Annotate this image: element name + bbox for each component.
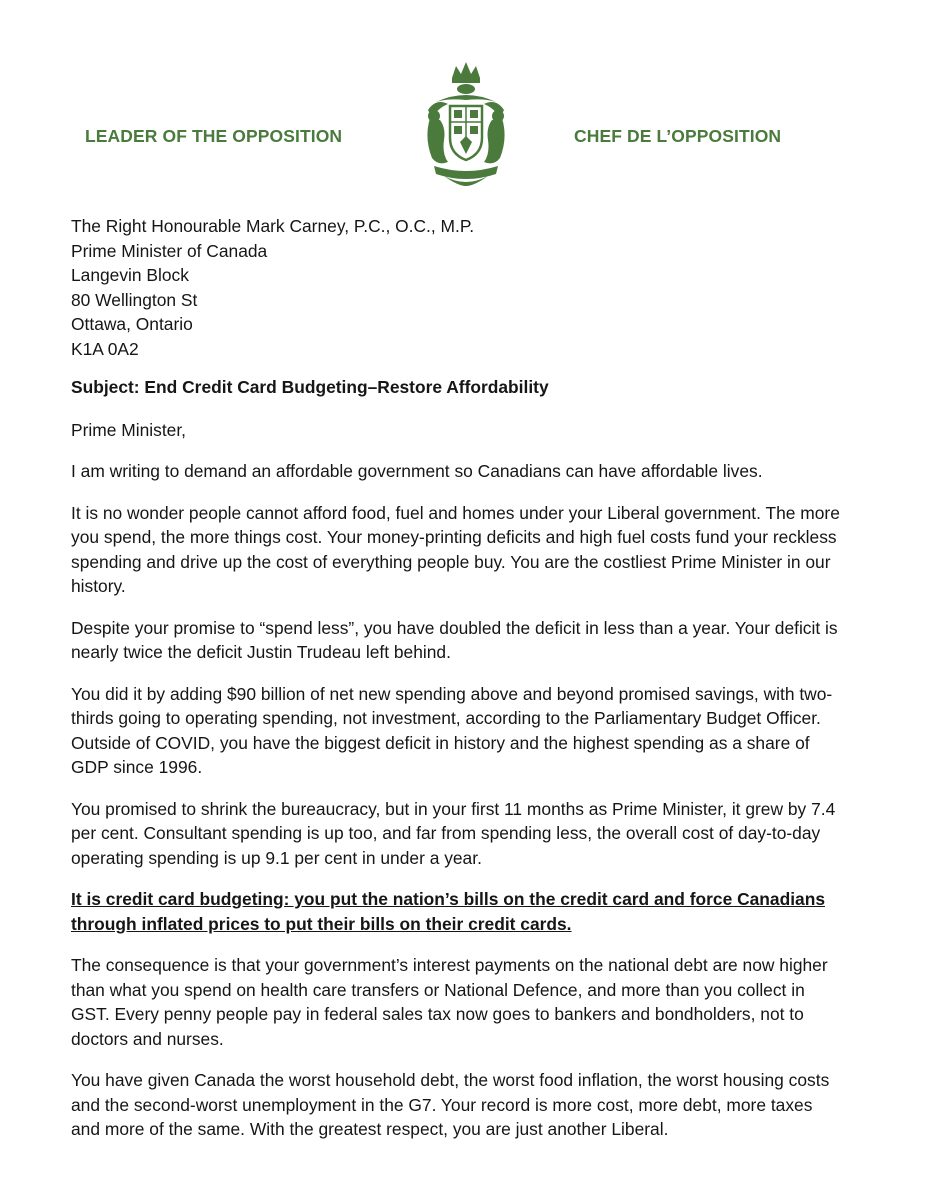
paragraph: The consequence is that your government’s interest payments on the national debt are now higher than what you spend on health care transfers or National Defence, and more than you collect in GST. Every penny people pay in federal sales tax now goes to bankers and bondholders, not to doctors and nurses. (71, 955, 828, 1049)
address-line: Langevin Block (71, 265, 189, 285)
salutation: Prime Minister, (71, 419, 186, 440)
address-line: Ottawa, Ontario (71, 314, 193, 334)
paragraph: It is no wonder people cannot afford food, fuel and homes under your Liberal government. The more you spend, the more things cost. Your money-printing deficits and high fuel costs fund your reckless spending and drive up the cost of everything people buy. You are the costliest Prime Minister in our history. (71, 502, 840, 596)
address-line: The Right Honourable Mark Carney, P.C., O.C., M.P. (71, 216, 475, 236)
paragraph: You promised to shrink the bureaucracy, but in your first 11 months as Prime Minister, it grew by 7.4 per cent. Consultant spending is up too, and far from spending less, the overall cost of day-to-day operating spending is up 9.1 per cent in under a year. (71, 798, 836, 868)
coat-of-arms-crest (414, 58, 518, 190)
emphasized-paragraph: It is credit card budgeting: you put the nation’s bills on the credit card and force Canadians through inflated prices to put their bills on their credit cards. (71, 889, 826, 934)
paragraph: Despite your promise to “spend less”, you have doubled the deficit in less than a year. Your deficit is nearly twice the deficit Justin Trudeau left behind. (71, 617, 838, 662)
paragraph: You have given Canada the worst household debt, the worst food inflation, the worst housing costs and the second-worst unemployment in the G7. Your record is more cost, more debt, more taxes and more of the same. With the greatest respect, you are just another Liberal. (71, 1070, 830, 1139)
address-line: Prime Minister of Canada (71, 240, 268, 261)
subject-line: Subject: End Credit Card Budgeting–Restore Affordability (71, 377, 549, 397)
letterhead-english-title: LEADER OF THE OPPOSITION (85, 126, 343, 146)
letterhead-french-title: CHEF DE L’OPPOSITION (574, 126, 782, 146)
address-line: 80 Wellington St (71, 289, 198, 310)
recipient-address (71, 214, 841, 361)
paragraph: You did it by adding $90 billion of net new spending above and beyond promised savings, with two-thirds going to operating spending, not investment, according to the Parliamentary Budget Officer. Outside of COVID, you have the biggest deficit in history and the highest spending as a share of GDP since 1996. (71, 683, 833, 777)
paragraph: I am writing to demand an affordable government so Canadians can have affordable lives. (71, 461, 763, 481)
address-line: K1A 0A2 (71, 338, 139, 359)
letter-body (71, 214, 841, 1142)
